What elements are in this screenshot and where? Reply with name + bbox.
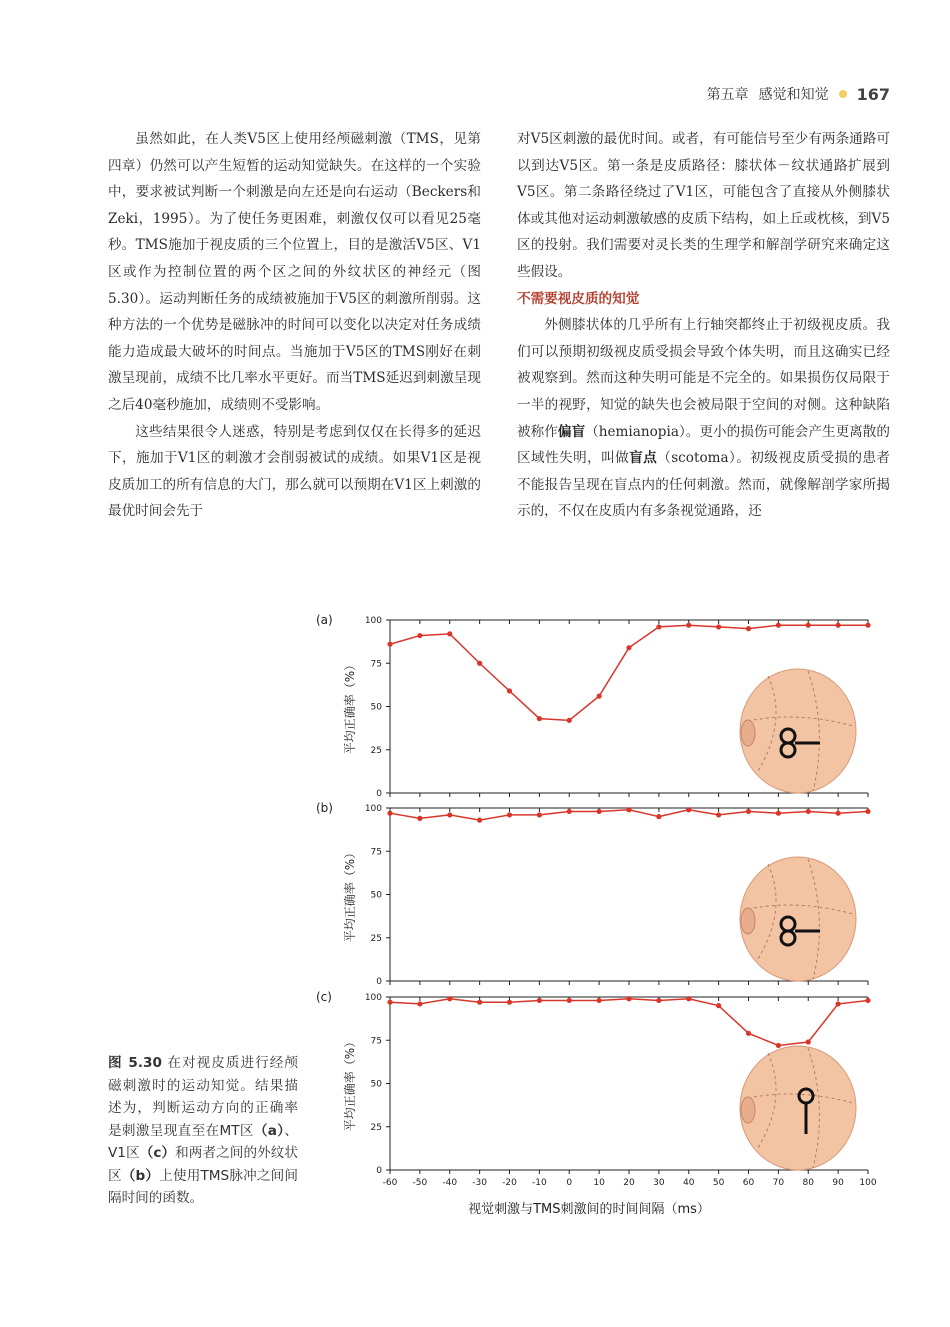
- data-point: [656, 814, 661, 819]
- page-header: [707, 84, 890, 104]
- data-point: [865, 809, 870, 814]
- y-tick-label: 75: [370, 659, 382, 670]
- head-illustration: [740, 857, 856, 981]
- x-axis-label: 视觉刺激与TMS刺激间的时间间隔（ms）: [468, 1202, 710, 1217]
- x-tick-label: 0: [566, 1178, 573, 1188]
- data-point: [387, 1000, 392, 1005]
- data-point: [597, 998, 602, 1003]
- data-point: [716, 812, 721, 817]
- data-point: [776, 1043, 781, 1048]
- data-point: [477, 818, 482, 823]
- data-point: [686, 623, 691, 628]
- section-heading: 不需要视皮质的知觉: [517, 290, 640, 307]
- y-axis-label: 平均正确率（%）: [343, 1035, 357, 1132]
- x-tick-label: -50: [412, 1178, 428, 1188]
- y-tick-label: 75: [370, 1036, 382, 1047]
- x-tick-label: 100: [859, 1178, 877, 1188]
- y-axis-label: 平均正确率（%）: [343, 846, 357, 943]
- figure-caption: 图 5.30 在对视皮质进行经颅磁刺激时的运动知觉。结果描述为，判断运动方向的正确率是刺激呈现直至在MT区（a）、V1区（c）和两者之间的外纹状区（b）上使用TMS脉冲之间间隔时间的函数。: [108, 1055, 299, 1206]
- data-point: [746, 1031, 751, 1036]
- y-tick-label: 100: [364, 804, 382, 814]
- ear-icon: [741, 908, 755, 934]
- y-tick-label: 25: [370, 745, 382, 756]
- paragraph: 虽然如此，在人类V5区上使用经颅磁刺激（TMS，见第四章）仍然可以产生短暂的运动知觉缺失。在这样的一个实验中，要求被试判断一个刺激是向左还是向右运动（Beckers和Zeki，1995）。为了使任务更困难，刺激仅仅可以看见25毫秒。TMS施加于视皮质的三个位置上，目的是激活V5区、V1区或作为控制位置的两个区之间的外纹状区的神经元（图5.30）。运动判断任务的成绩被施加于V5区的刺激所削弱。这种方法的一个优势是磁脉冲的时间可以变化以决定对任务成绩能力造成最大破坏的时间点。当施加于V5区的TMS刚好在刺激呈现前，成绩不比几率水平更好。而当TMS延迟到刺激呈现之后40毫秒施加，成绩则不受影响。: [108, 131, 481, 413]
- series-line: [390, 999, 868, 1046]
- y-tick-label: 0: [376, 977, 382, 987]
- data-point: [746, 626, 751, 631]
- head-illustration: [740, 669, 856, 793]
- data-point: [626, 645, 631, 650]
- x-tick-label: 70: [772, 1178, 785, 1188]
- term-scotoma: 盲点: [629, 450, 658, 467]
- data-point: [567, 718, 572, 723]
- data-point: [656, 998, 661, 1003]
- data-point: [597, 694, 602, 699]
- data-point: [477, 1000, 482, 1005]
- figure-number: 图 5.30: [108, 1055, 162, 1071]
- y-tick-label: 50: [370, 702, 382, 713]
- y-tick-label: 75: [370, 847, 382, 858]
- data-point: [716, 624, 721, 629]
- data-point: [447, 996, 452, 1001]
- x-tick-label: -10: [532, 1178, 547, 1188]
- y-tick-label: 100: [364, 616, 382, 626]
- data-point: [836, 1001, 841, 1006]
- tms-chart: [312, 608, 888, 1228]
- data-point: [836, 811, 841, 816]
- left-column: [108, 126, 481, 525]
- data-point: [776, 811, 781, 816]
- page-number: 167: [856, 84, 890, 104]
- data-point: [507, 1000, 512, 1005]
- x-tick-label: -20: [502, 1178, 517, 1188]
- data-point: [806, 809, 811, 814]
- term-hemianopia: 偏盲: [557, 423, 586, 440]
- paragraph: 外侧膝状体的几乎所有上行轴突都终止于初级视皮质。我们可以预期初级视皮质受损会导致个体失明，而且这确实已经被观察到。然而这种失明可能是不完全的。如果损伤仅局限于一半的视野，知觉的缺失也会被局限于空间的对侧。这种缺陷被称作偏盲（hemianopia）。更小的损伤可能会产生更离散的区域性失明，叫做盲点（scotoma）。初级视皮质受损的患者不能报告呈现在盲点内的任何刺激。然而，就像解剖学家所揭示的，不仅在皮质内有多条视觉通路，还: [517, 317, 891, 520]
- data-point: [447, 812, 452, 817]
- chapter-title: 感觉和知觉: [758, 87, 829, 103]
- ear-icon: [741, 720, 755, 746]
- data-point: [626, 996, 631, 1001]
- y-axis-label: 平均正确率（%）: [343, 658, 357, 755]
- data-point: [387, 811, 392, 816]
- x-tick-label: -40: [442, 1178, 458, 1188]
- head-illustration: [740, 1046, 856, 1170]
- x-tick-label: 40: [683, 1178, 695, 1188]
- right-column: [517, 126, 890, 525]
- data-point: [417, 633, 422, 638]
- panel-label: (b): [316, 801, 333, 815]
- data-point: [656, 624, 661, 629]
- y-tick-label: 0: [376, 1166, 382, 1176]
- data-point: [567, 809, 572, 814]
- data-point: [776, 623, 781, 628]
- figure-5-30: [312, 608, 888, 1228]
- y-tick-label: 0: [376, 789, 382, 799]
- panel-label: (c): [316, 990, 332, 1004]
- data-point: [626, 807, 631, 812]
- data-point: [387, 642, 392, 647]
- y-tick-label: 50: [370, 1079, 382, 1090]
- data-point: [746, 809, 751, 814]
- x-tick-label: -30: [472, 1178, 487, 1188]
- x-tick-label: -60: [382, 1178, 398, 1188]
- data-point: [597, 809, 602, 814]
- data-point: [537, 716, 542, 721]
- data-point: [686, 996, 691, 1001]
- data-point: [686, 807, 691, 812]
- y-tick-label: 50: [370, 890, 382, 901]
- data-point: [806, 1039, 811, 1044]
- paragraph: 对V5区刺激的最优时间。或者，有可能信号至少有两条通路可以到达V5区。第一条是皮质路径：膝状体－纹状通路扩展到V5区。第二条路径绕过了V1区，可能包含了直接从外侧膝状体或其他对运动刺激敏感的皮质下结构，如上丘或枕核，到V5区的投射。我们需要对灵长类的生理学和解剖学研究来确定这些假设。: [517, 131, 890, 280]
- x-tick-label: 80: [802, 1178, 814, 1188]
- panel-label: (a): [316, 613, 333, 627]
- y-tick-label: 25: [370, 933, 382, 944]
- data-point: [836, 623, 841, 628]
- data-point: [716, 1003, 721, 1008]
- y-tick-label: 100: [364, 993, 382, 1003]
- data-point: [417, 1001, 422, 1006]
- data-point: [567, 998, 572, 1003]
- x-tick-label: 20: [623, 1178, 635, 1188]
- data-point: [537, 998, 542, 1003]
- data-point: [507, 688, 512, 693]
- x-tick-label: 10: [593, 1178, 605, 1188]
- data-point: [447, 631, 452, 636]
- paragraph: 这些结果很令人迷惑，特别是考虑到仅仅在长得多的延迟下，施加于V1区的刺激才会削弱被试的成绩。如果V1区是视皮质加工的所有信息的大门，那么就可以预期在V1区上刺激的最优时间会先于: [108, 423, 481, 520]
- data-point: [806, 623, 811, 628]
- x-tick-label: 30: [653, 1178, 665, 1188]
- data-point: [417, 816, 422, 821]
- ear-icon: [741, 1097, 755, 1123]
- data-point: [507, 812, 512, 817]
- data-point: [865, 623, 870, 628]
- data-point: [477, 661, 482, 666]
- x-tick-label: 60: [742, 1178, 755, 1188]
- data-point: [865, 998, 870, 1003]
- data-point: [537, 812, 542, 817]
- chapter-label: 第五章: [706, 87, 749, 103]
- x-tick-label: 50: [712, 1178, 725, 1188]
- x-tick-label: 90: [832, 1178, 844, 1188]
- dot-icon: [839, 90, 847, 98]
- y-tick-label: 25: [370, 1122, 382, 1133]
